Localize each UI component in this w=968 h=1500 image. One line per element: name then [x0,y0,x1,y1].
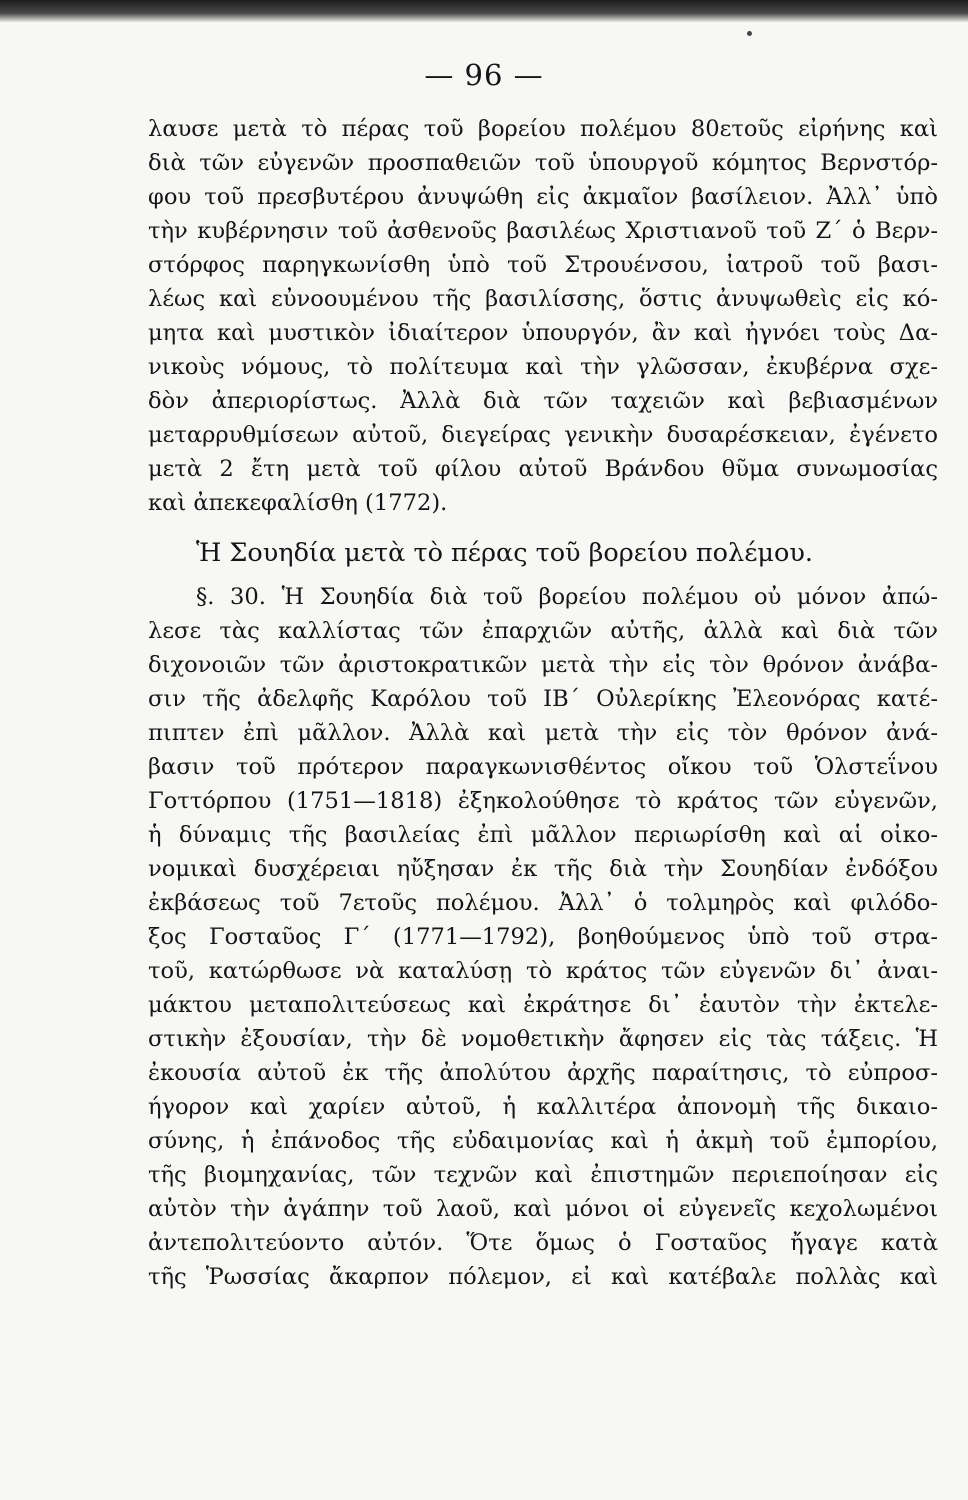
text-line: τῆς Ῥωσσίας ἄκαρπον πόλεμον, εἰ καὶ κατέβαλε πολλὰς καὶ [148,1264,938,1290]
text-line: Γοττόρπου (1751—1818) ἐξηκολούθησε τὸ κράτος τῶν εὐγενῶν, [148,788,938,814]
text-line: δὸν ἀπεριορίστως. Ἀλλὰ διὰ τῶν ταχειῶν καὶ βεβιασμένων [148,388,938,414]
text-line: τὴν κυβέρνησιν τοῦ ἀσθενοῦς βασιλέως Χριστιανοῦ τοῦ Ζ΄ ὁ Βερν- [148,218,938,244]
text-line: ἐκβάσεως τοῦ 7ετοῦς πολέμου. Ἀλλ᾽ ὁ τολμηρὸς καὶ φιλόδο- [148,890,938,916]
text-line: νικοὺς νόμους, τὸ πολίτευμα καὶ τὴν γλῶσσαν, ἐκυβέρνα σχε- [148,354,938,380]
text-line: μητα καὶ μυστικὸν ἰδιαίτερον ὑπουργόν, ἂν καὶ ἠγνόει τοὺς Δα- [148,320,938,346]
text-line: τῆς βιομηχανίας, τῶν τεχνῶν καὶ ἐπιστημῶν περιεποίησαν εἰς [148,1162,938,1188]
page-number: — 96 — [424,58,544,92]
text-line: πιπτεν ἐπὶ μᾶλλον. Ἀλλὰ καὶ μετὰ τὴν εἰς τὸν θρόνον ἀνά- [148,720,938,746]
text-line: μάκτου μεταπολιτεύσεως καὶ ἐκράτησε δι᾽ ἑαυτὸν τὴν ἐκτελε- [148,992,938,1018]
text-line: βασιν τοῦ πρότερον παραγκωνισθέντος οἴκου τοῦ Ὁλστεΐνου [148,754,938,780]
ink-dot [747,31,752,36]
text-line: διχονοιῶν τῶν ἀριστοκρατικῶν μετὰ τὴν εἰς τὸν θρόνον ἀνάβα- [148,652,938,678]
text-line: φου τοῦ πρεσβυτέρου ἀνυψώθη εἰς ἀκμαῖον βασίλειον. Ἀλλ᾽ ὑπὸ [148,184,938,210]
text-line: καὶ ἀπεκεφαλίσθη (1772). [148,490,448,516]
text-line: λέως καὶ εὐνοουμένου τῆς βασιλίσσης, ὅστις ἀνυψωθεὶς εἰς κό- [148,286,938,312]
text-line: ήγορον καὶ χαρίεν αὐτοῦ, ἡ καλλιτέρα ἀπονομὴ τῆς δικαιο- [148,1094,938,1120]
text-line: ἡ δύναμις τῆς βασιλείας ἐπὶ μᾶλλον περιωρίσθη καὶ αἱ οἰκο- [148,822,938,848]
text-line: σύνης, ἡ ἐπάνοδος τῆς εὐδαιμονίας καὶ ἡ ἀκμὴ τοῦ ἐμπορίου, [148,1128,938,1154]
text-line: τοῦ, κατώρθωσε νὰ καταλύσῃ τὸ κράτος τῶν εὐγενῶν δι᾽ ἀναι- [148,958,938,984]
text-line: διὰ τῶν εὐγενῶν προσπαθειῶν τοῦ ὑπουργοῦ κόμητος Βερνστόρ- [148,150,938,176]
text-line: μετὰ 2 ἔτη μετὰ τοῦ φίλου αὐτοῦ Βράνδου θῦμα συνωμοσίας [148,456,938,482]
text-line: αὐτὸν τὴν ἀγάπην τοῦ λαοῦ, καὶ μόνοι οἱ εὐγενεῖς κεχολωμένοι [148,1196,938,1222]
section-heading: Ἡ Σουηδία μετὰ τὸ πέρας τοῦ βορείου πολέμου. [196,538,813,568]
text-line: ἐκουσία αὐτοῦ ἐκ τῆς ἀπολύτου ἀρχῆς παραίτησις, τὸ εὐπροσ- [148,1060,938,1086]
text-line: στόρφος παρηγκωνίσθη ὑπὸ τοῦ Στρουένσου, ἰατροῦ τοῦ βασι- [148,252,938,278]
text-line: ξος Γοσταῦος Γ΄ (1771—1792), βοηθούμενος ὑπὸ τοῦ στρα- [148,924,938,950]
text-line: νομικαὶ δυσχέρειαι ηὔξησαν ἐκ τῆς διὰ τὴν Σουηδίαν ἐνδόξου [148,856,938,882]
text-line: λαυσε μετὰ τὸ πέρας τοῦ βορείου πολέμου 80ετοῦς εἰρήνης καὶ [148,116,938,142]
text-line: λεσε τὰς καλλίστας τῶν ἐπαρχιῶν αὐτῆς, ἀλλὰ καὶ διὰ τῶν [148,618,938,644]
text-line: σιν τῆς ἀδελφῆς Καρόλου τοῦ ΙΒ΄ Οὐλερίκης Ἐλεονόρας κατέ- [148,686,938,712]
text-line: στικὴν ἐξουσίαν, τὴν δὲ νομοθετικὴν ἄφησεν εἰς τὰς τάξεις. Ἡ [148,1026,938,1052]
scan-top-edge [0,0,968,22]
text-line: μεταρρυθμίσεων αὐτοῦ, διεγείρας γενικὴν δυσαρέσκειαν, ἐγένετο [148,422,938,448]
text-line: ἀντεπολιτεύοντο αὐτόν. Ὅτε ὅμως ὁ Γοσταῦος ἤγαγε κατὰ [148,1230,938,1256]
text-line: §. 30. Ἡ Σουηδία διὰ τοῦ βορείου πολέμου οὐ μόνον ἀπώ- [196,584,938,610]
body-text [148,112,938,1294]
